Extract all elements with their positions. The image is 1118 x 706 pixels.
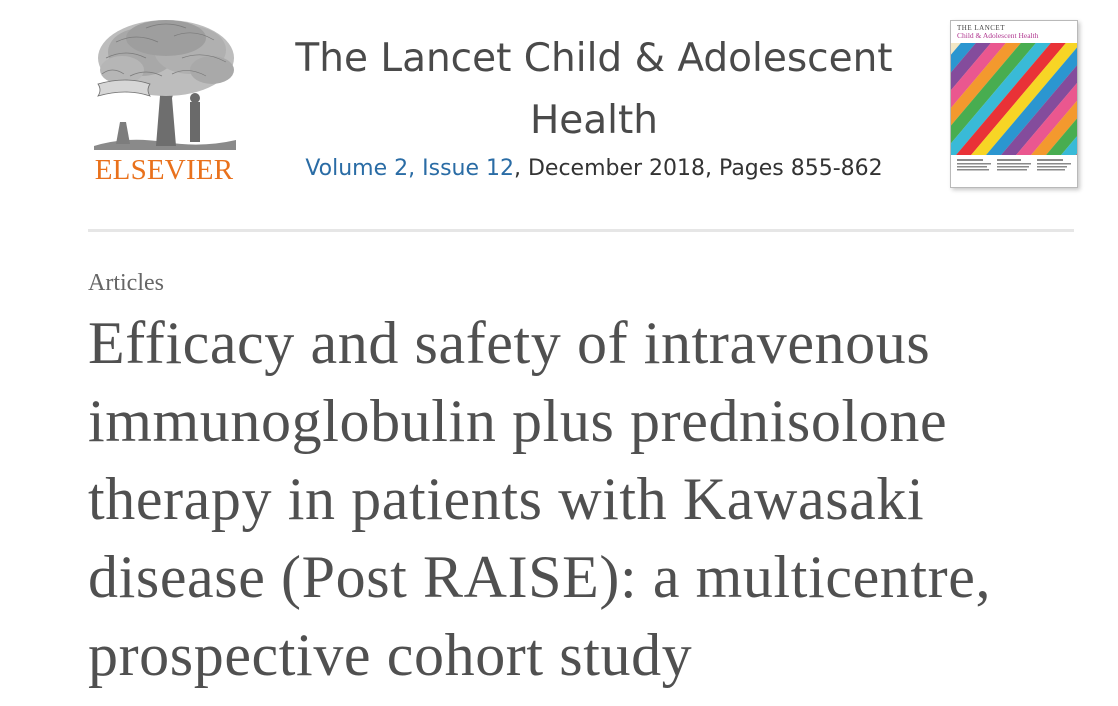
cover-masthead-line2: Child & Adolescent Health bbox=[957, 31, 1039, 41]
issue-date-pages: , December 2018, Pages 855-862 bbox=[514, 156, 883, 181]
elsevier-logo[interactable] bbox=[86, 18, 242, 190]
journal-info bbox=[262, 28, 926, 184]
header-divider bbox=[88, 229, 1074, 232]
journal-title[interactable]: The Lancet Child & Adolescent Health bbox=[295, 36, 893, 143]
cover-art bbox=[951, 21, 1077, 187]
journal-cover-thumbnail[interactable] bbox=[950, 20, 1078, 188]
issue-line bbox=[262, 154, 926, 184]
journal-header bbox=[0, 0, 1118, 232]
elsevier-wordmark: ELSEVIER bbox=[94, 154, 234, 186]
cover-masthead-line1: THE LANCET bbox=[957, 24, 1005, 32]
article-title: Efficacy and safety of intravenous immunoglobulin plus prednisolone therapy in patients with Kawasaki disease (Post RAISE): a multicentre, prospective cohort study bbox=[88, 310, 992, 688]
volume-issue-link[interactable]: Volume 2, Issue 12 bbox=[305, 156, 514, 181]
article-type-label: Articles bbox=[88, 270, 164, 296]
elsevier-tree-icon bbox=[86, 18, 242, 154]
